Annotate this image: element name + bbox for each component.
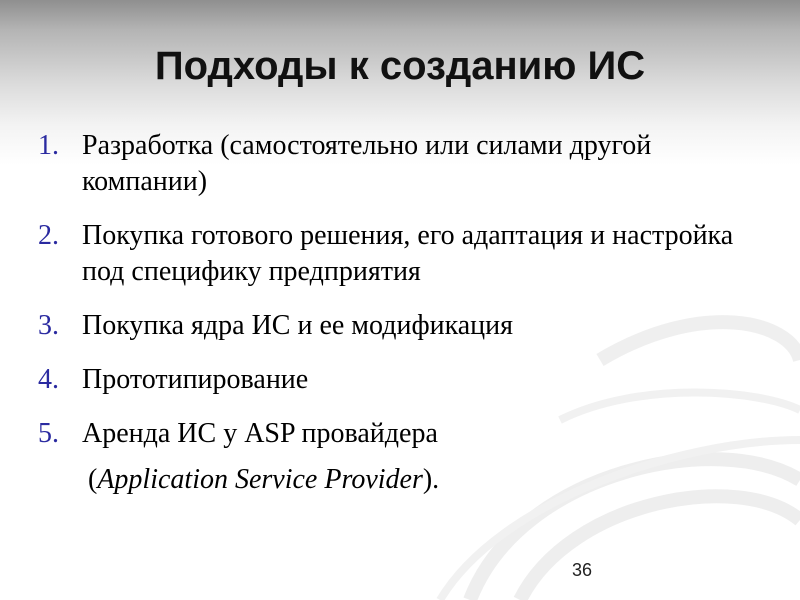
list-item-text: Разработка (самостоятельно или силами другой компании) bbox=[82, 130, 652, 197]
asp-full-name: Application Service Provider bbox=[97, 464, 423, 495]
list-number: 1. bbox=[38, 130, 59, 161]
list-item-5 bbox=[38, 416, 768, 452]
list-item-text: Покупка ядра ИС и ее модификация bbox=[82, 310, 514, 341]
page-number: 36 bbox=[572, 560, 593, 580]
list-number: 5. bbox=[38, 418, 59, 449]
list-item-4 bbox=[38, 362, 768, 398]
list-item-text: Прототипирование bbox=[82, 364, 309, 395]
paren-close: ). bbox=[422, 464, 440, 495]
list-item-3 bbox=[38, 308, 768, 344]
approaches-list bbox=[38, 128, 768, 498]
slide-title: Подходы к созданию ИС bbox=[154, 44, 646, 88]
list-item-text: Аренда ИС у ASP провайдера bbox=[82, 418, 438, 449]
list-item-2 bbox=[38, 218, 768, 290]
list-number: 4. bbox=[38, 364, 59, 395]
list-item-1 bbox=[38, 128, 768, 200]
paren-open: ( bbox=[88, 464, 98, 495]
list-item-text: Покупка готового решения, его адаптация и настройка под специфику предприятия bbox=[82, 220, 734, 287]
list-item-5-continuation bbox=[38, 462, 768, 498]
list-number: 2. bbox=[38, 220, 59, 251]
list-number: 3. bbox=[38, 310, 59, 341]
